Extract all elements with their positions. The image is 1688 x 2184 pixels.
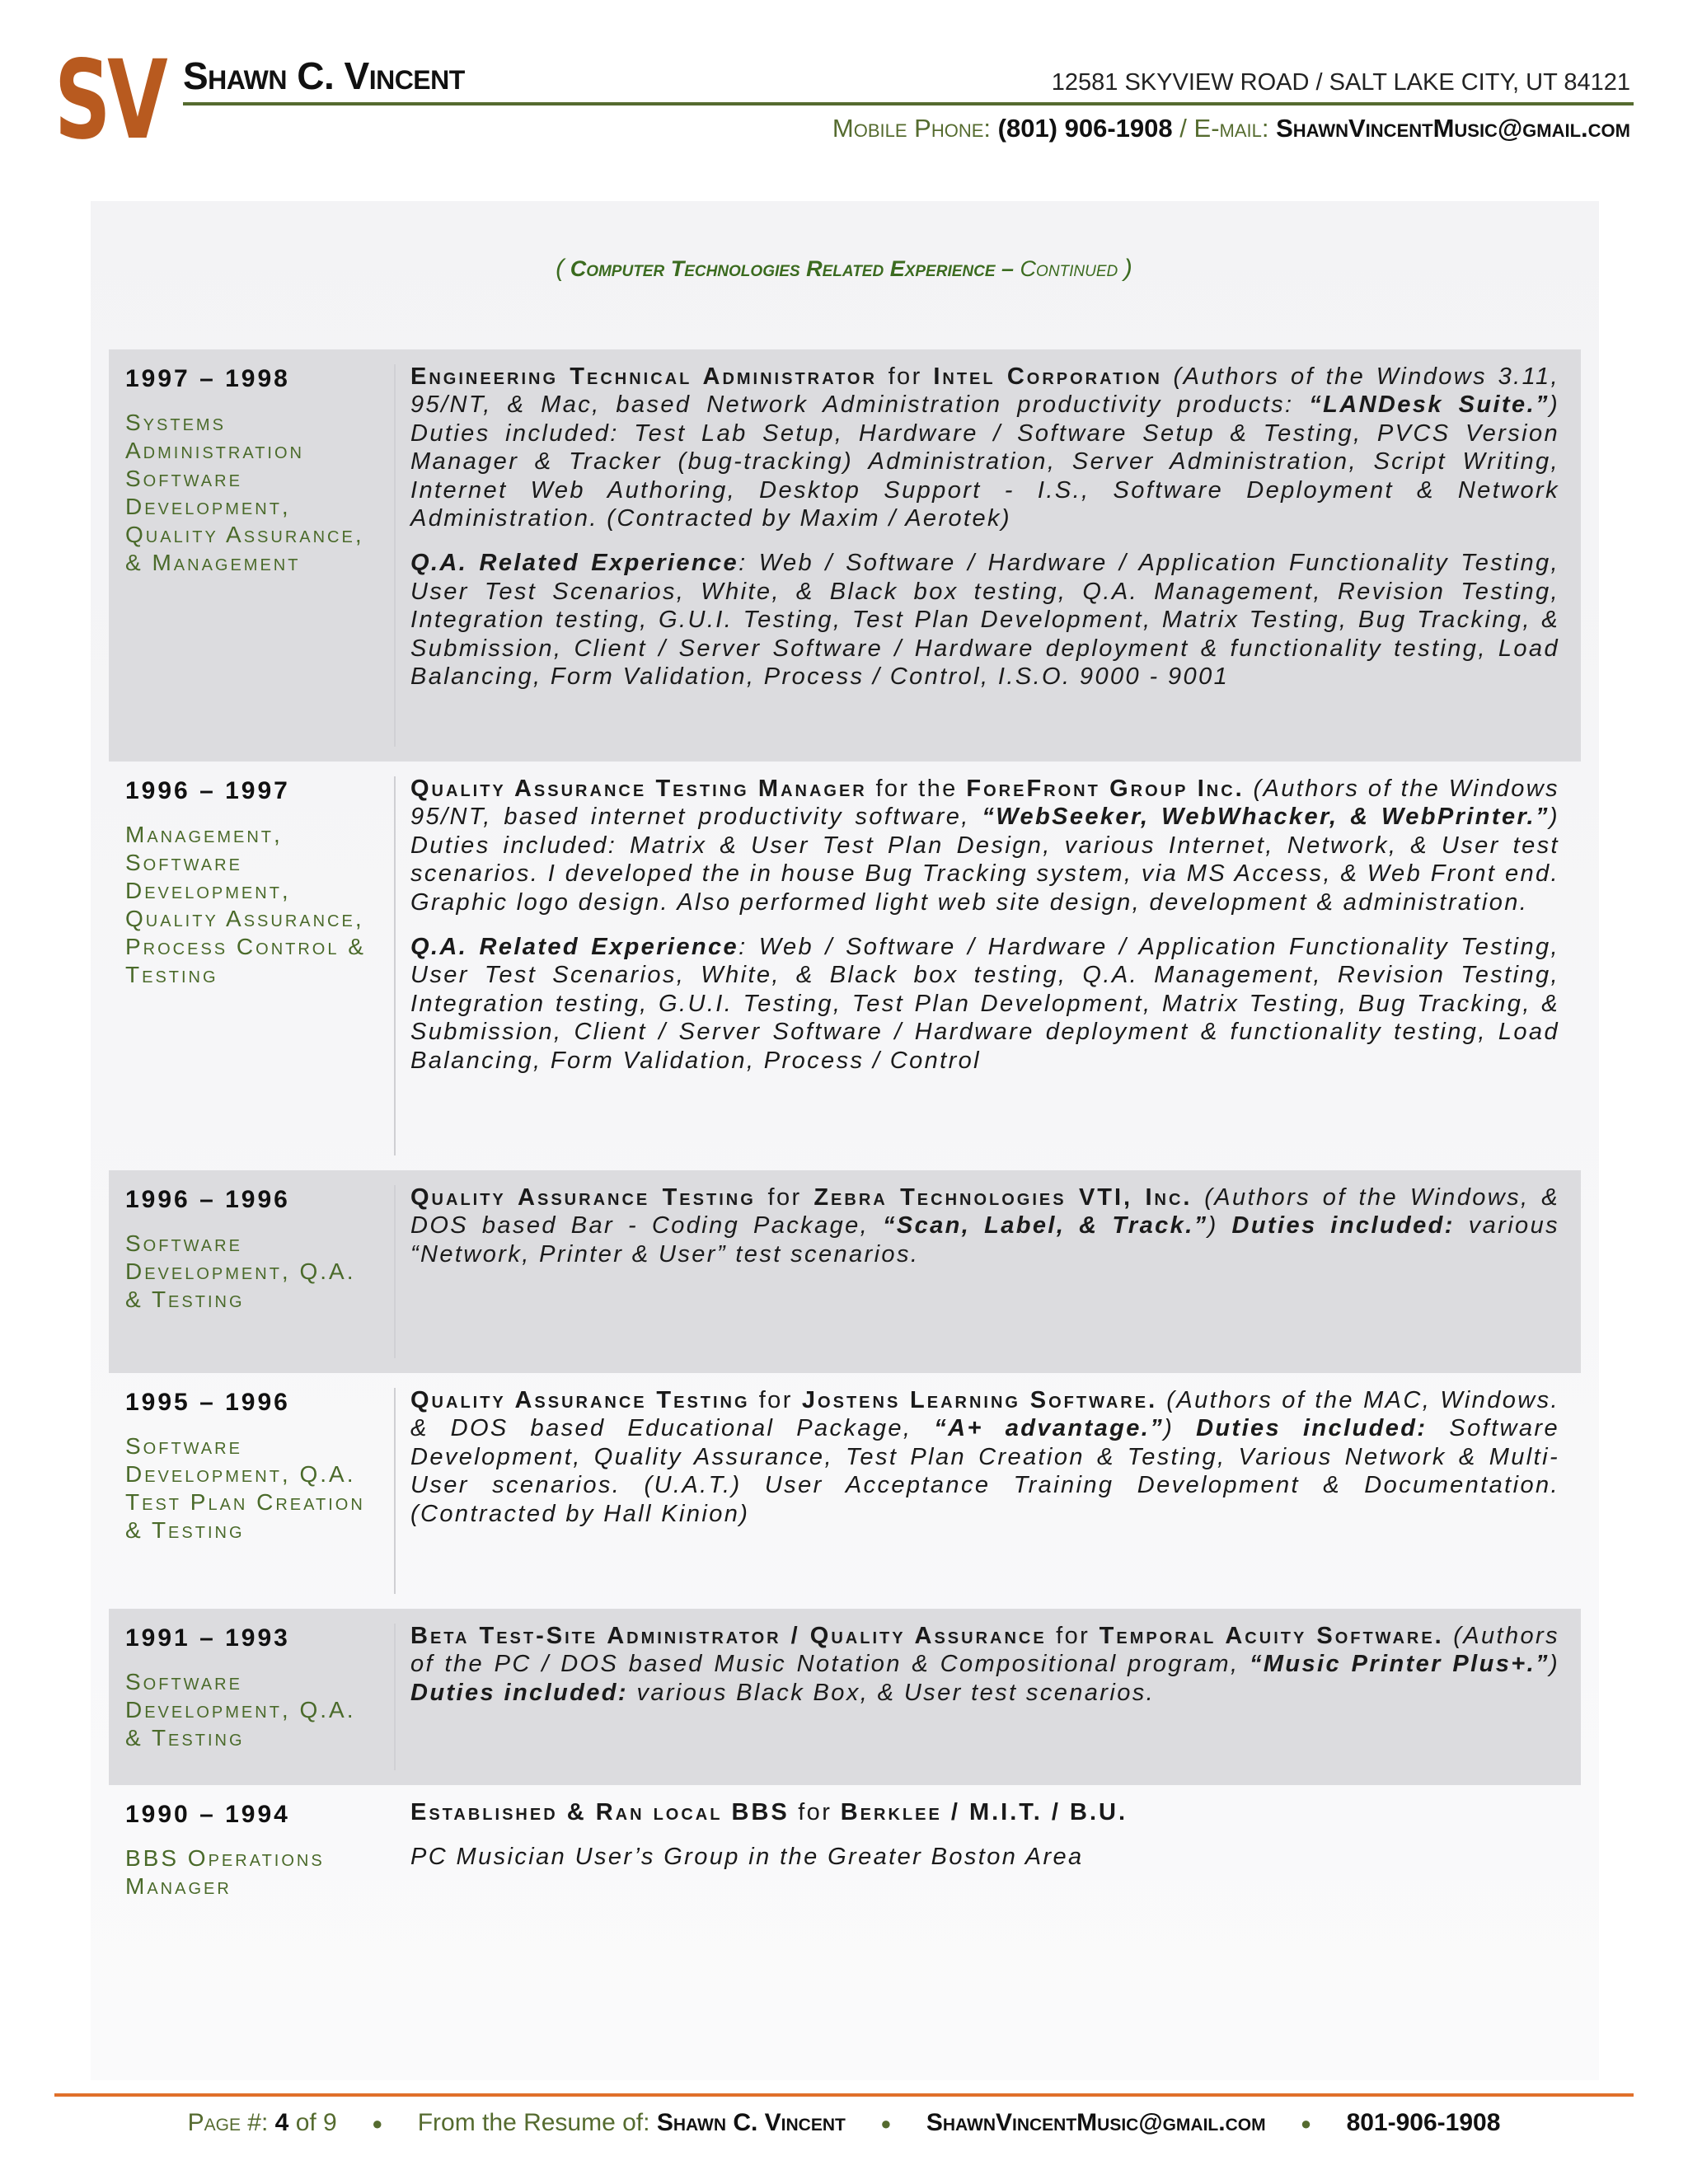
entry-years: 1997 – 1998 <box>125 365 290 392</box>
bullet-separator: ● <box>880 2113 892 2135</box>
footer-name: Shawn C. Vincent <box>656 2109 846 2136</box>
entry-divider <box>394 1388 396 1594</box>
contact-line <box>832 110 1630 147</box>
page-current: 4 <box>274 2109 289 2136</box>
entry-role: Software Development, Q.A. & Testing <box>125 1669 356 1750</box>
company-name: Intel Corporation <box>933 363 1162 390</box>
entry-years: 1991 – 1993 <box>125 1624 290 1652</box>
company-name: Zebra Technologies VTI, Inc. <box>814 1184 1193 1211</box>
entry-description <box>410 1798 1559 1888</box>
experience-entry <box>109 762 1581 1170</box>
entry-description <box>410 1622 1559 1723</box>
address-line: 12581 SKYVIEW ROAD / SALT LAKE CITY, UT 84121 <box>1051 69 1630 96</box>
job-title: Beta Test-Site Administrator / Quality Assurance <box>410 1623 1047 1649</box>
footer-rule <box>54 2093 1634 2097</box>
experience-entry <box>109 349 1581 762</box>
entry-divider <box>394 776 396 1155</box>
experience-entry <box>109 1373 1581 1609</box>
paren-open: ( <box>556 255 565 282</box>
product-name: “A+ advantage.” <box>934 1415 1165 1442</box>
desc-pre: (Authors of the Windows 3.11, 95/NT, & Mac, based Network Administration productivity products: <box>410 363 1560 419</box>
experience-entry <box>109 1609 1581 1785</box>
resume-name: Shawn C. Vincent <box>183 54 465 97</box>
desc-post: various “Network, Printer & User” test scenarios. <box>410 1212 1559 1268</box>
entry-description <box>410 363 1559 707</box>
from-label: From the Resume of: <box>417 2109 650 2136</box>
desc-mid: ) <box>1549 1651 1559 1678</box>
product-name: “WebSeeker, WebWhacker, & WebPrinter.” <box>982 804 1550 831</box>
desc-post: ) Duties included: Test Lab Setup, Hardware / Software Setup & Testing, PVCS Version Manager & Tracker (bug-tracking) Administration, Server Administration, Script Writing, Internet Web Authoring, Desktop Support - I.S., Software Deployment & Network Administration. (Contracted by Maxim / Aerotek) <box>410 391 1559 532</box>
mobile-label: Mobile Phone: <box>832 114 992 143</box>
email-link[interactable]: ShawnVincentMusic@gmail.com <box>1276 114 1630 143</box>
for-word: for <box>876 363 934 390</box>
footer-phone: 801-906-1908 <box>1346 2109 1501 2136</box>
company-name: Berklee / M.I.T. / B.U. <box>840 1799 1128 1825</box>
for-word: for the <box>866 776 967 802</box>
job-title: Established & Ran local BBS <box>410 1799 790 1825</box>
email-label: E-mail: <box>1193 114 1269 143</box>
duties-label: Duties included: <box>1196 1415 1428 1442</box>
entry-description <box>410 1386 1559 1544</box>
bullet-separator: ● <box>372 2113 383 2135</box>
desc-pre: (Authors of the Windows, & DOS based Bar - Coding Package, <box>410 1184 1559 1240</box>
entry-years: 1996 – 1996 <box>125 1186 290 1213</box>
desc-post: ) Duties included: Matrix & User Test Plan Design, various Internet, Network, & User test scenarios. I developed the in house Bug Tracking system, via MS Access, & Web Front end. Graphic logo design. Also performed light web site design, development & administration. <box>410 804 1559 916</box>
for-word: for <box>1046 1623 1100 1649</box>
job-title: Quality Assurance Testing <box>410 1184 756 1211</box>
entry-years: 1996 – 1997 <box>125 777 290 804</box>
entry-role: Management, Software Development, Quality Assurance, Process Control & Testing <box>125 822 366 987</box>
job-title: Quality Assurance Testing Manager <box>410 776 867 802</box>
continued-bold: Computer Technologies Related Experience – <box>570 256 1015 281</box>
entry-divider <box>394 1624 396 1770</box>
desc-pre: (Authors of the MAC, Windows. & DOS based Educational Package, <box>410 1387 1559 1442</box>
bullet-separator: ● <box>1300 2113 1312 2135</box>
for-word: for <box>749 1387 802 1413</box>
for-word: for <box>789 1799 841 1825</box>
desc-post: Software Development, Quality Assurance, Test Plan Creation & Testing, Various Network & Multi-User scenarios. (U.A.T.) User Acceptance Training Development & Documentation. (Contracted by Hall Kinion) <box>410 1415 1559 1527</box>
header-rule <box>183 102 1634 105</box>
entry-divider <box>394 1185 396 1358</box>
product-name: “LANDesk Suite.” <box>1309 391 1550 419</box>
section-continued-heading <box>0 252 1688 285</box>
logo-monogram: SV <box>54 37 165 164</box>
job-title: Engineering Technical Administrator <box>410 363 877 390</box>
entry-years: 1995 – 1996 <box>125 1389 290 1416</box>
company-name: Temporal Acuity Software. <box>1099 1623 1444 1649</box>
contact-separator: / <box>1179 114 1187 143</box>
desc-pre: (Authors of the Windows 95/NT, based internet productivity software, <box>410 776 1559 831</box>
page-of: of 9 <box>295 2109 337 2136</box>
entry-description <box>410 775 1559 1091</box>
continued-light: Continued <box>1020 256 1118 281</box>
company-name: Jostens Learning Software. <box>801 1387 1158 1413</box>
company-name: ForeFront Group Inc. <box>966 776 1245 802</box>
qa-label: Q.A. Related Experience <box>410 934 739 961</box>
desc-text: PC Musician User’s Group in the Greater Boston Area <box>410 1844 1084 1871</box>
footer-email[interactable]: ShawnVincentMusic@gmail.com <box>926 2109 1266 2136</box>
entry-description <box>410 1183 1559 1285</box>
paren-close: ) <box>1123 255 1132 282</box>
entry-divider <box>394 364 396 747</box>
duties-label: Duties included: <box>1231 1212 1455 1240</box>
page-footer <box>0 2105 1688 2142</box>
qa-text: : Web / Software / Hardware / Application Functionality Testing, User Test Scenarios, White, & Black box testing, Q.A. Management, Revision Testing, Integration testing, G.U.I. Testing, Test Plan Development, Matrix Testing, Bug Tracking, & Submission, Client / Server Software / Hardware deployment & functionality testing, Load Balancing, Form Validation, Process / Control <box>410 934 1559 1074</box>
entry-role: Software Development, Q.A. Test Plan Creation & Testing <box>125 1433 365 1543</box>
desc-mid: ) <box>1164 1415 1197 1442</box>
entry-role: Software Development, Q.A. & Testing <box>125 1230 356 1312</box>
qa-text: : Web / Software / Hardware / Application Functionality Testing, User Test Scenarios, White, & Black box testing, Q.A. Management, Revision Testing, Integration testing, G.U.I. Testing, Test Plan Development, Matrix Testing, Bug Tracking, & Submission, Client / Server Software / Hardware deployment & functionality testing, Load Balancing, Form Validation, Process / Control, I.S.O. 9000 - 9001 <box>410 550 1559 691</box>
desc-pre: (Authors of the PC / DOS based Music Notation & Compositional program, <box>410 1623 1559 1678</box>
mobile-value: (801) 906-1908 <box>997 114 1173 143</box>
qa-label: Q.A. Related Experience <box>410 550 739 577</box>
for-word: for <box>755 1184 814 1211</box>
job-title: Quality Assurance Testing <box>410 1387 750 1413</box>
entry-role: BBS Operations Manager <box>125 1845 325 1899</box>
entry-role: Systems Administration Software Development, Quality Assurance, & Management <box>125 410 364 575</box>
entry-years: 1990 – 1994 <box>125 1801 290 1828</box>
experience-entry <box>109 1785 1581 1933</box>
duties-label: Duties included: <box>410 1679 628 1706</box>
desc-post: various Black Box, & User test scenarios. <box>627 1679 1156 1706</box>
experience-entry <box>109 1170 1581 1373</box>
product-name: “Music Printer Plus+.” <box>1249 1651 1550 1678</box>
product-name: “Scan, Label, & Track.” <box>882 1212 1208 1240</box>
page-label: Page #: <box>187 2109 269 2136</box>
desc-mid: ) <box>1207 1212 1232 1240</box>
